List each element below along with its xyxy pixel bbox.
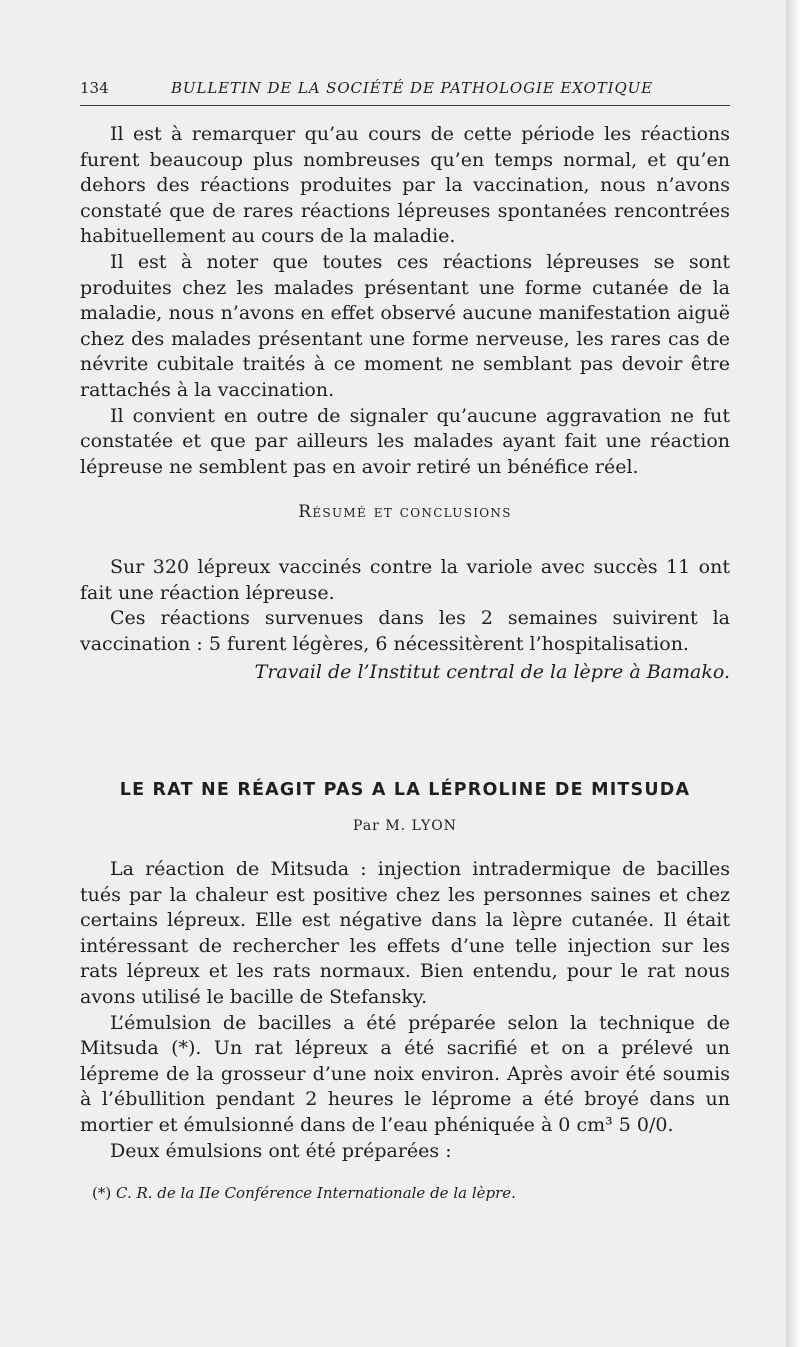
page-edge (786, 0, 800, 1347)
header-rule (80, 105, 730, 106)
journal-title: BULLETIN DE LA SOCIÉTÉ DE PATHOLOGIE EXOTIQUE (171, 79, 654, 97)
paragraph: Il est à noter que toutes ces réactions lépreuses se sont produites chez les malades présentant une forme cutanée de la maladie, nous n’avons en effet observé aucune manifestation aiguë chez des malades présentant une forme nerveuse, les rares cas de névrite cubitale traités à ce moment ne semblant pas devoir être rattachés à la vaccination. (80, 250, 730, 401)
resume-body (80, 555, 730, 657)
section-heading-resume: Résumé et conclusions (298, 502, 512, 522)
paragraph: Il est à remarquer qu’au cours de cette période les réactions furent beaucoup plus nombreuses qu’en temps normal, et qu’en dehors des réactions produites par la vaccination, nous n’avons constaté que de rares réactions lépreuses spontanées rencontrées habituellement au cours de la maladie. (80, 123, 730, 248)
section1-body (80, 122, 730, 480)
footnote-marker: (*) (92, 1184, 112, 1202)
paragraph: Deux émulsions ont été préparées : (110, 1139, 452, 1162)
paragraph: Il convient en outre de signaler qu’aucune aggravation ne fut constatée et que par ailleurs les malades ayant fait une réaction lépreuse ne semblent pas en avoir retiré un bénéfice réel. (80, 404, 730, 478)
paragraph: L’émulsion de bacilles a été préparée selon la technique de Mitsuda (*). Un rat lépreux a été sacrifié et on a prélevé un lépreme de la grosseur d’une noix environ. Après avoir été soumis à l’ébullition pendant 2 heures le léprome a été broyé dans un mortier et émulsionné dans de l’eau phéniquée à 0 cm³ 5 0/0. (80, 1011, 730, 1136)
page-number: 134 (80, 79, 109, 97)
institution-signature: Travail de l’Institut central de la lèpre à Bamako. (254, 661, 730, 683)
paragraph: Ces réactions survenues dans les 2 semaines suivirent la vaccination : 5 furent légères, 6 nécessitèrent l’hospitalisation. (80, 607, 730, 655)
article-title: LE RAT NE RÉAGIT PAS A LA LÉPROLINE DE MITSUDA (119, 780, 691, 800)
footnote-text: C. R. de la IIe Conférence Internationale de la lèpre. (116, 1184, 516, 1202)
footnote (92, 1183, 742, 1203)
article-author: Par M. LYON (353, 818, 457, 834)
paragraph: Sur 320 lépreux vaccinés contre la variole avec succès 11 ont fait une réaction lépreuse. (80, 556, 730, 604)
paragraph: La réaction de Mitsuda : injection intradermique de bacilles tués par la chaleur est positive chez les personnes saines et chez certains lépreux. Elle est négative dans la lèpre cutanée. Il était intéressant de rechercher les effets d’une telle injection sur les rats lépreux et les rats normaux. Bien entendu, pour le rat nous avons utilisé le bacille de Stefansky. (80, 858, 730, 1008)
article-body (80, 857, 730, 1164)
